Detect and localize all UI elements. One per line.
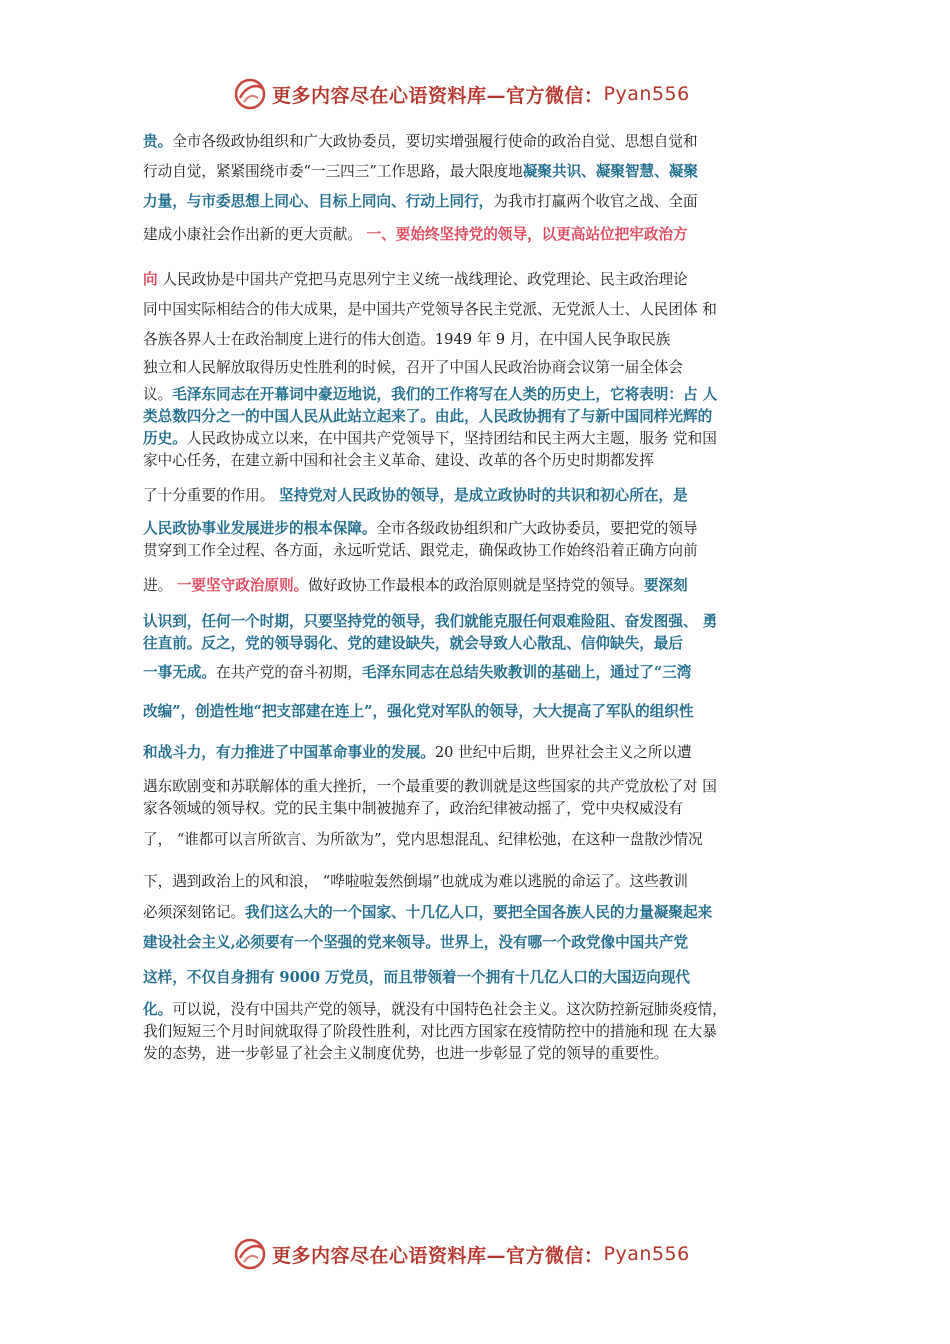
text-segment: 建成小康社会作出新的更大贡献。 bbox=[143, 226, 367, 243]
text-segment: 家各领域的领导权。党的民主集中制被抛弃了，政治纪律被动摇了，党中央权威没有 bbox=[143, 800, 683, 817]
text-segment: 同中国实际相结合的伟大成果，是中国共产党领导各民主党派、无党派人士、人民团体 和 bbox=[143, 301, 717, 318]
text-segment: 了十分重要的作用。 bbox=[143, 487, 279, 504]
footer-banner bbox=[232, 1236, 690, 1272]
emphasis-segment: 改编”，创造性地“把支部建在连上”，强化党对军队的领导，大大提高了军队的组织性 bbox=[143, 703, 694, 720]
emphasis-segment: 人民政协事业发展进步的根本保障。 bbox=[143, 520, 377, 537]
text-segment: 行动自觉，紧紧围绕市委“一三四三”工作思路，最大限度地 bbox=[143, 163, 523, 180]
text-line bbox=[143, 702, 694, 722]
text-line bbox=[143, 330, 670, 350]
text-segment: 全市各级政协组织和广大政协委员，要把党的领导 bbox=[376, 520, 698, 537]
text-segment: 全市各级政协组织和广大政协委员，要切实增强履行使命的政治自觉、思想自觉和 bbox=[172, 133, 698, 150]
text-line bbox=[143, 407, 712, 427]
text-line bbox=[143, 663, 691, 683]
emphasis-segment: 力量，与市委思想上同心、目标上同向、行动上同行， bbox=[143, 193, 494, 210]
text-segment: 为我市打赢两个收官之战、全面 bbox=[493, 193, 698, 210]
header-wechat-id: Pyan556 bbox=[603, 83, 690, 105]
emphasis-segment: 和战斗力，有力推进了中国革命事业的发展。 bbox=[143, 744, 435, 761]
text-line bbox=[143, 162, 698, 182]
emphasis-segment: 坚持党对人民政协的领导，是成立政协时的共识和初心所在，是 bbox=[278, 487, 688, 504]
text-segment: 发的态势，进一步彰显了社会主义制度优势，也进一步彰显了党的领导的重要性。 bbox=[143, 1045, 669, 1062]
text-line bbox=[143, 1044, 668, 1064]
emphasis-segment: 毛泽东同志在开幕词中豪迈地说，我们的工作将写在人类的历史上，它将表明：占 人 bbox=[172, 386, 718, 403]
text-segment: 进。 bbox=[143, 577, 177, 594]
text-segment: 做好政协工作最根本的政治原则就是坚持党的领导。 bbox=[308, 577, 644, 594]
text-segment: 了， “谁都可以言所欲言、为所欲为”，党内思想混乱、纪律松弛，在这种一盘散沙情况 bbox=[143, 831, 703, 848]
header-banner-text: 更多内容尽在心语资料库—官方微信： bbox=[272, 84, 604, 107]
heading-segment: 一要坚守政治原则。 bbox=[176, 577, 309, 594]
emphasis-segment: 我们这么大的一个国家、十几亿人口，要把全国各族人民的力量凝聚起来 bbox=[245, 904, 713, 921]
text-line bbox=[143, 429, 717, 449]
heading-segment: 向 bbox=[143, 271, 158, 288]
text-line bbox=[143, 777, 717, 797]
emphasis-segment: 认识到，任何一个时期，只要坚持党的领导，我们就能克服任何艰难险阻、奋发图强、 勇 bbox=[143, 613, 718, 630]
text-line bbox=[143, 576, 688, 596]
text-line bbox=[143, 799, 683, 819]
text-line bbox=[143, 385, 717, 405]
logo-icon bbox=[232, 76, 268, 112]
text-line bbox=[143, 192, 698, 212]
text-segment: 人民政协成立以来，在中国共产党领导下，坚持团结和民主两大主题，服务 党和国 bbox=[186, 430, 717, 447]
text-line bbox=[143, 968, 690, 988]
footer-banner-text: 更多内容尽在心语资料库—官方微信： bbox=[272, 1244, 604, 1267]
text-line bbox=[143, 612, 717, 632]
text-segment: 在共产党的奋斗初期， bbox=[215, 664, 362, 681]
header-banner bbox=[232, 76, 690, 112]
text-segment: 人民政协是中国共产党把马克思列宁主义统一战线理论、政党理论、民主政治理论 bbox=[157, 271, 688, 288]
footer-wechat-id: Pyan556 bbox=[603, 1243, 690, 1265]
text-line bbox=[143, 830, 703, 850]
text-line bbox=[143, 634, 683, 654]
emphasis-segment: 类总数四分之一的中国人民从此站立起来了。由此，人民政协拥有了与新中国同样光辉的 bbox=[143, 408, 713, 425]
text-segment: 20 世纪中后期，世界社会主义之所以遭 bbox=[434, 744, 692, 761]
text-line bbox=[143, 132, 698, 152]
text-line bbox=[143, 541, 698, 561]
text-segment: 必须深刻铭记。 bbox=[143, 904, 246, 921]
text-segment: 家中心任务，在建立新中国和社会主义革命、建设、改革的各个历史时期都发挥 bbox=[143, 452, 654, 469]
text-line bbox=[143, 933, 688, 953]
text-line bbox=[143, 486, 688, 506]
text-line bbox=[143, 743, 692, 763]
emphasis-segment: 要深刻 bbox=[643, 577, 688, 594]
logo-icon bbox=[232, 1236, 268, 1272]
text-segment: 我们短短三个月时间就取得了阶段性胜利，对比西方国家在疫情防控中的措施和现 在大暴 bbox=[143, 1023, 717, 1040]
emphasis-segment: 建设社会主义,必须要有一个坚强的党来领导。世界上，没有哪一个政党像中国共产党 bbox=[143, 934, 689, 951]
text-segment: 遇东欧剧变和苏联解体的重大挫折，一个最重要的教训就是这些国家的共产党放松了对 国 bbox=[143, 778, 717, 795]
text-segment: 贯穿到工作全过程、各方面，永远听党话、跟党走，确保政协工作始终沿着正确方向前 bbox=[143, 542, 698, 559]
emphasis-segment: 化。 bbox=[143, 1001, 173, 1018]
emphasis-segment: 贵。 bbox=[143, 133, 173, 150]
text-line bbox=[143, 451, 654, 471]
text-line bbox=[143, 1022, 717, 1042]
text-segment: 议。 bbox=[143, 386, 173, 403]
text-line bbox=[143, 358, 683, 378]
heading-segment: 一、要始终坚持党的领导，以更高站位把牢政治方 bbox=[366, 226, 688, 243]
emphasis-segment: 这样，不仅自身拥有 9000 万党员，而且带领着一个拥有十几亿人口的大国迈向现代 bbox=[143, 969, 690, 986]
emphasis-segment: 一事无成。 bbox=[143, 664, 216, 681]
text-line bbox=[143, 225, 688, 245]
text-segment: 下，遇到政治上的风和浪， “哗啦啦轰然倒塌”也就成为难以逃脱的命运了。这些教训 bbox=[143, 873, 688, 890]
emphasis-segment: 历史。 bbox=[143, 430, 187, 447]
emphasis-segment: 凝聚共识、凝聚智慧、凝聚 bbox=[522, 163, 698, 180]
emphasis-segment: 往直前。反之，党的领导弱化、党的建设缺失，就会导致人心散乱、信仰缺失，最后 bbox=[143, 635, 683, 652]
emphasis-segment: 毛泽东同志在总结失败教训的基础上，通过了“三湾 bbox=[361, 664, 692, 681]
text-segment: 可以说，没有中国共产党的领导，就没有中国特色社会主义。这次防控新冠肺炎疫情， bbox=[172, 1001, 727, 1018]
text-line bbox=[143, 903, 712, 923]
text-line bbox=[143, 1000, 727, 1020]
text-segment: 各族各界人士在政治制度上进行的伟大创造。1949 年 9 月，在中国人民争取民族 bbox=[143, 331, 671, 348]
text-line bbox=[143, 300, 717, 320]
text-line bbox=[143, 270, 688, 290]
text-line bbox=[143, 872, 688, 892]
text-line bbox=[143, 519, 698, 539]
text-segment: 独立和人民解放取得历史性胜利的时候，召开了中国人民政治协商会议第一届全体会 bbox=[143, 359, 683, 376]
